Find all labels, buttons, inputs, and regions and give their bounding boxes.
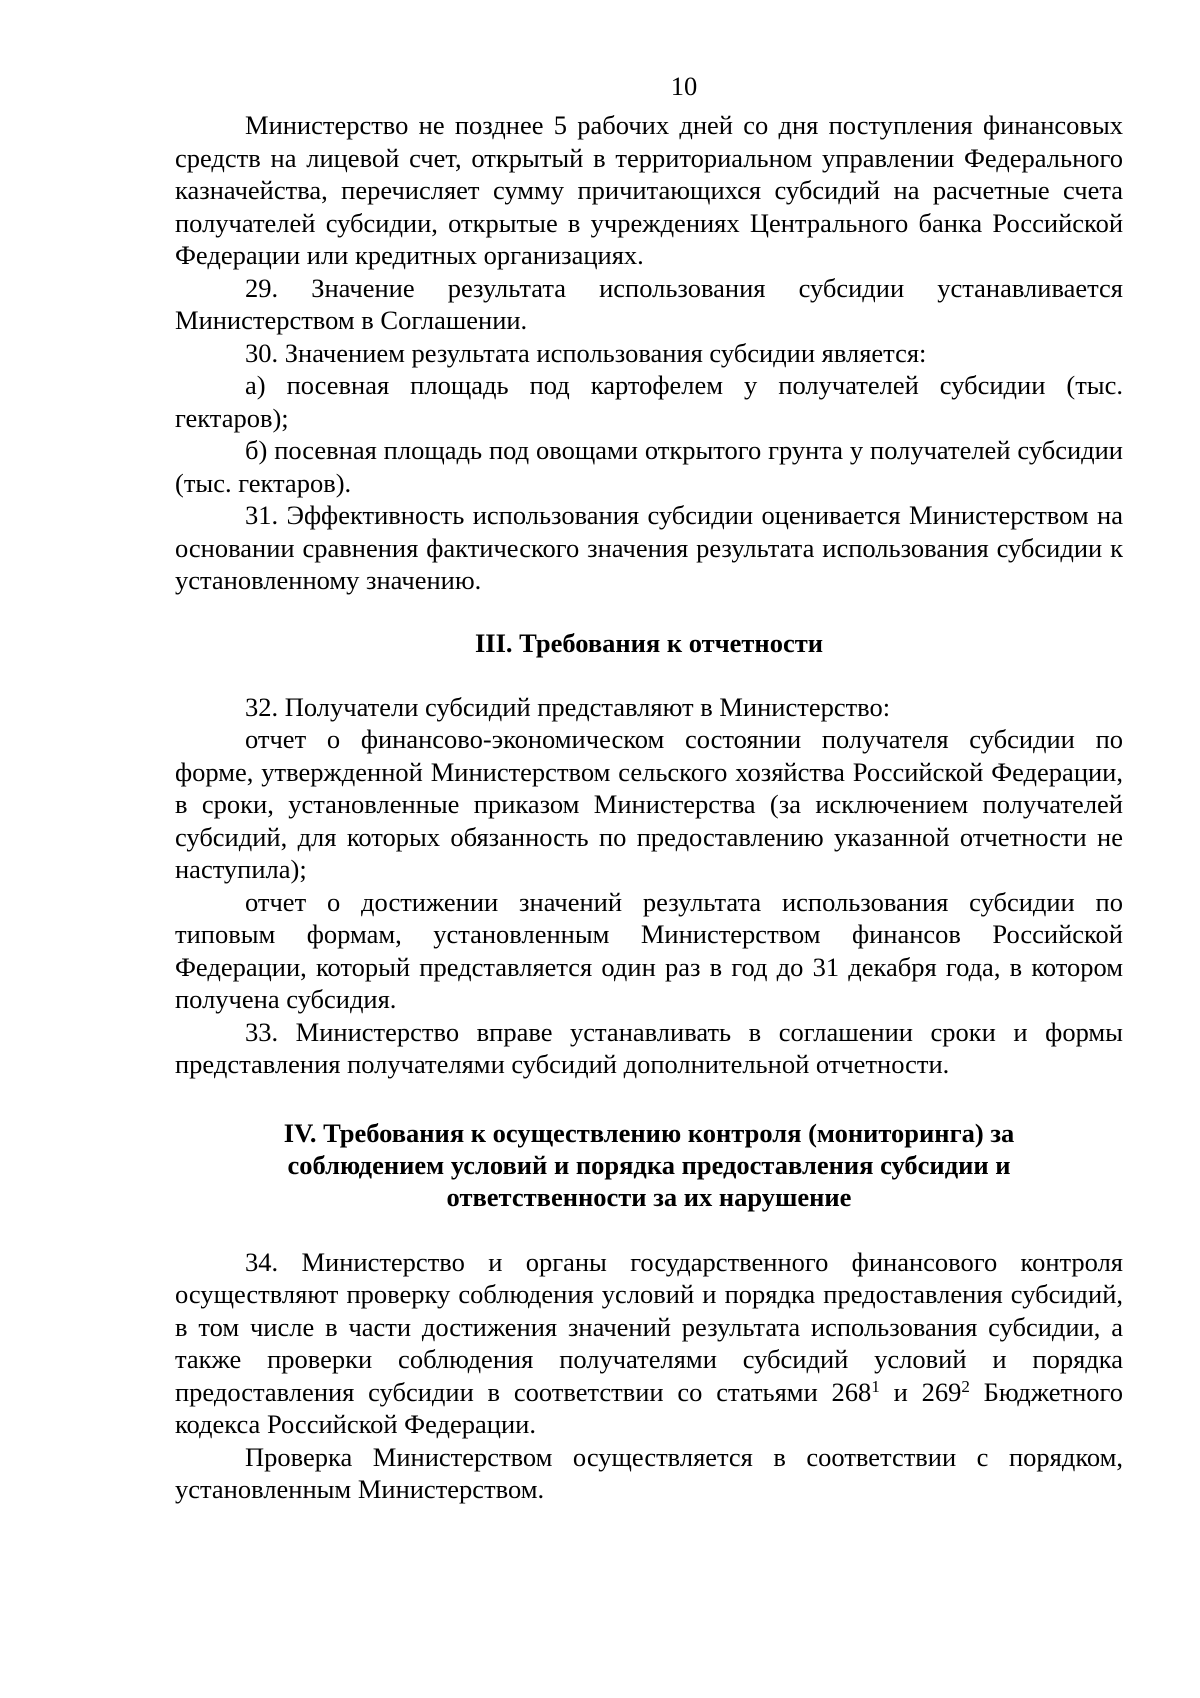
paragraph-29: 29. Значение результата использования субсидии устанавливается Министерством в Соглашении.	[175, 272, 1123, 335]
paragraph-32-report-results: отчет о достижении значений результата использования субсидии по типовым формам, установленным Министерством финансов Российской Федерации, который представляется один раз в год до 31 декабря года, в котором получена субсидия.	[175, 886, 1123, 1014]
footnote-superscript-1: 1	[871, 1376, 880, 1396]
paragraph-34-text-end: Бюджетного кодекса Российской Федерации.	[175, 1376, 1123, 1439]
paragraph-32: 32. Получатели субсидий представляют в Министерство:	[245, 691, 891, 722]
page-number: 10	[670, 71, 698, 101]
paragraph-30-item-a: а) посевная площадь под картофелем у получателей субсидии (тыс. гектаров);	[175, 370, 1123, 433]
section-4-heading-line2: соблюдением условий и порядка предоставления субсидии и	[287, 1149, 1011, 1180]
paragraph-32-report-financial: отчет о финансово-экономическом состоянии получателя субсидии по форме, утвержденной Министерством сельского хозяйства Российской Федерации, в сроки, установленные приказом Министерства (за исключением получателей субсидий, для которых обязанность по предоставлению указанной отчетности не наступила);	[175, 724, 1123, 884]
section-4-heading-line3: ответственности за их нарушение	[446, 1181, 852, 1212]
paragraph-31: 31. Эффективность использования субсидии оценивается Министерством на основании сравнения фактического значения результата использования субсидии к установленному значению.	[175, 500, 1123, 595]
section-3-heading: III. Требования к отчетности	[474, 627, 823, 658]
footnote-superscript-2: 2	[961, 1376, 970, 1396]
document-page	[175, 70, 1123, 1506]
section-4-heading-line1: IV. Требования к осуществлению контроля (мониторинга) за	[283, 1117, 1015, 1148]
paragraph-30: 30. Значением результата использования субсидии является:	[245, 337, 927, 368]
paragraph-33: 33. Министерство вправе устанавливать в соглашении сроки и формы представления получателями субсидий дополнительной отчетности.	[175, 1016, 1123, 1079]
section-4-heading	[175, 1117, 1123, 1213]
paragraph-34	[175, 1246, 1123, 1441]
paragraph-34-text: 34. Министерство и органы государственного финансового контроля осуществляют проверку соблюдения условий и порядка предоставления субсидий, в том числе в части достижения значений результата использования субсидии, а также проверки соблюдения получателями субсидий условий и порядка предоставления субсидии в соответствии со статьями 268	[175, 1246, 1123, 1407]
paragraph-28-continuation: Министерство не позднее 5 рабочих дней со дня поступления финансовых средств на лицевой счет, открытый в территориальном управлении Федерального казначейства, перечисляет сумму причитающихся субсидий на расчетные счета получателей субсидии, открытые в учреждениях Центрального банка Российской Федерации или кредитных организациях.	[175, 110, 1123, 270]
paragraph-30-item-b: б) посевная площадь под овощами открытого грунта у получателей субсидии (тыс. гектаров).	[175, 435, 1123, 498]
paragraph-34-check: Проверка Министерством осуществляется в соответствии с порядком, установленным Министерством.	[175, 1441, 1123, 1504]
paragraph-34-text-middle: и 269	[879, 1376, 962, 1407]
